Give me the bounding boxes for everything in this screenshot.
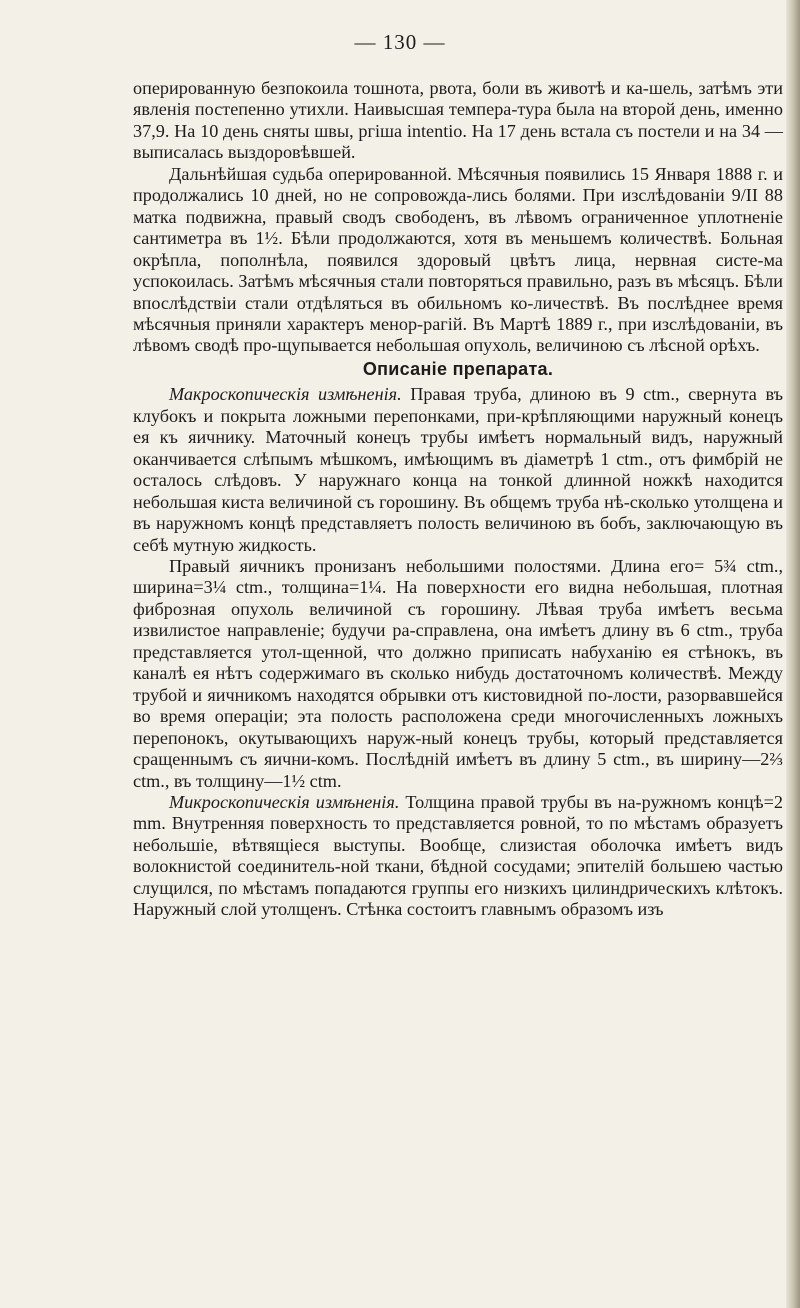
paragraph: Правый яичникъ пронизанъ небольшими полостями. Длина его= 5¾ ctm., ширина=3¼ ctm., толщина=1¼. На поверхности его видна небольшая, плотная фиброзная опухоль величиной съ горошину. Лѣвая труба имѣетъ весьма извилистое направленіе; будучи ра-справлена, она имѣетъ длину въ 6 ctm., труба представляется утол-щенной, что должно приписать набуханію ея стѣнокъ, въ каналѣ ея нѣтъ содержимаго въ сколько нибудь достаточномъ количествѣ. Между трубой и яичникомъ находятся обрывки отъ кистовидной по-лости, разорвавшейся во время операціи; эта полость расположена среди многочисленныхъ ложныхъ перепонокъ, окутывающихъ наруж-ный конецъ трубы, который представляется сращеннымъ съ яични-комъ. Послѣдній имѣетъ въ длину 5 ctm., въ ширину—2⅔ ctm., въ толщину—1½ ctm. <box>133 555 783 791</box>
page-edge <box>786 0 800 1308</box>
macro-text: Правая труба, длиною въ 9 ctm., свернута въ клубокъ и покрыта ложными перепонками, при-крѣпляющими наружный конецъ ея къ яичнику. Маточный конецъ трубы имѣетъ нормальный видъ, наружный оканчивается слѣпымъ мѣшкомъ, имѣющимъ въ діаметрѣ 1 ctm., отъ фимбрій не осталось слѣдовъ. У наружнаго конца на тонкой длинной ножкѣ находится небольшая киста величиной съ горошину. Въ общемъ труба нѣ-сколько утолщена и въ наружномъ концѣ представляетъ полость величиною въ бобъ, заключающую въ себѣ мутную жидкость. <box>133 384 783 555</box>
paragraph: оперированную безпокоила тошнота, рвота, боли въ животѣ и ка-шель, затѣмъ эти явленія постепенно утихли. Наивысшая темпера-тура была на второй день, именно 37,9. На 10 день сняты швы, pгiша intentio. На 17 день встала съ постели и на 34 — выписалась выздоровѣвшей. <box>133 78 783 163</box>
macro-lead: Макроскопическія измѣненія. <box>169 384 402 405</box>
page-number: — 130 — <box>354 30 446 54</box>
page-text <box>133 78 783 921</box>
paragraph <box>133 384 783 556</box>
micro-text: Толщина правой трубы въ на-ружномъ концѣ=2 mm. Внутренняя поверхность то представляется ровной, то по мѣстамъ образуетъ небольшіе, вѣтвящіеся выступы. Вообще, слизистая оболочка имѣетъ видъ волокнистой соединитель-ной ткани, бѣдной сосудами; эпителій большею частью слущился, по мѣстамъ попадаются группы его низкихъ цилиндрическихъ клѣтокъ. Наружный слой утолщенъ. Стѣнка состоитъ главнымъ образомъ изъ <box>133 791 783 920</box>
paragraph <box>133 792 783 921</box>
paragraph: Дальнѣйшая судьба оперированной. Мѣсячныя появились 15 Января 1888 г. и продолжались 10 дней, но не сопровожда-лись болями. При изслѣдованіи 9/II 88 матка подвижна, правый сводъ свободенъ, въ лѣвомъ ограниченное уплотненіе сантиметра въ 1½. Бѣли продолжаются, хотя въ меньшемъ количествѣ. Больная окрѣпла, пополнѣла, появился здоровый цвѣтъ лица, нервная систе-ма успокоилась. Затѣмъ мѣсячныя стали повторяться правильно, разъ въ мѣсяцъ. Бѣли впослѣдствіи стали отдѣляться въ обильномъ ко-личествѣ. Въ послѣднее время мѣсячныя приняли характеръ менор-рагій. Въ Мартѣ 1889 г., при изслѣдованіи, въ лѣвомъ сводѣ про-щупывается небольшая опухоль, величиною съ лѣсной орѣхъ. <box>133 163 783 356</box>
micro-lead: Микроскопическія измѣненія. <box>169 791 400 812</box>
section-heading: Описаніе препарата. <box>362 358 554 379</box>
